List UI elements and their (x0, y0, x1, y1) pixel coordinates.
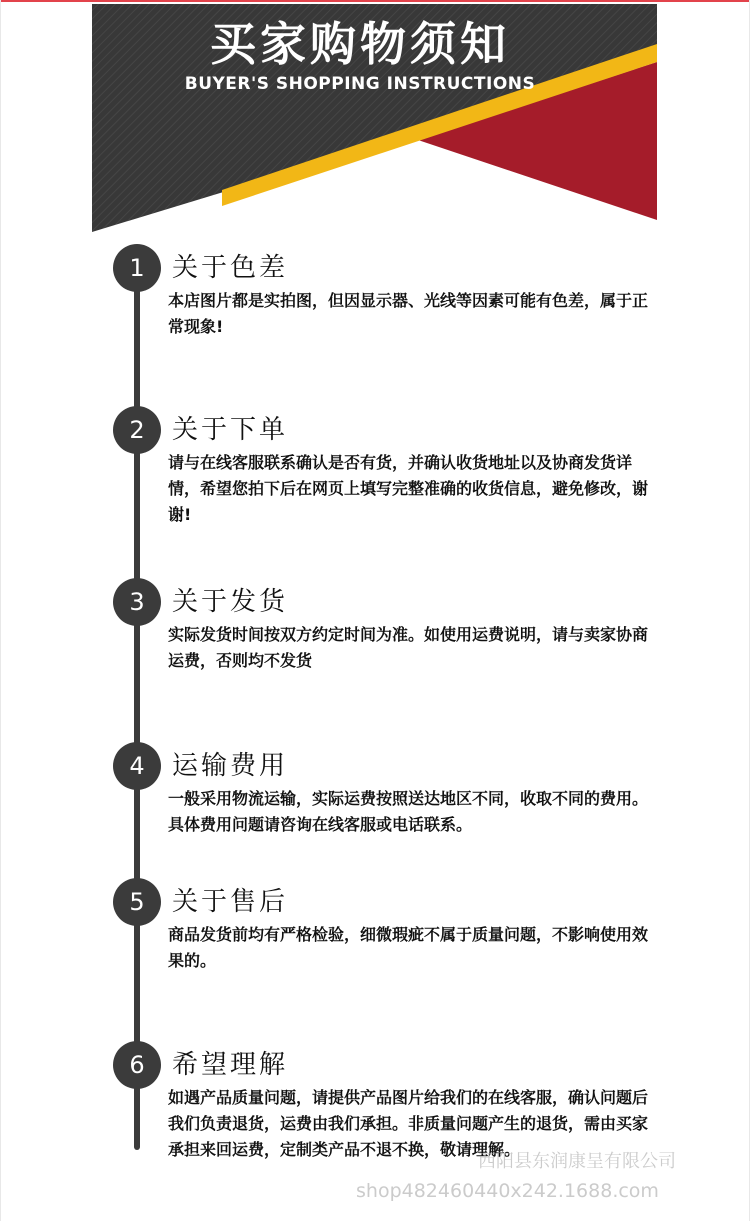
step-number-badge: 5 (113, 878, 161, 926)
step-description: 请与在线客服联系确认是否有货，并确认收货地址以及协商发货详情，希望您拍下后在网页上填写完整准确的收货信息，避免修改，谢谢! (168, 453, 649, 524)
step-description: 如遇产品质量问题，请提供产品图片给我们的在线客服，确认问题后我们负责退货，运费由我们承担。非质量问题产生的退货，需由买家承担来回运费，定制类产品不退不换，敬请理解。 (168, 1088, 649, 1159)
step-title: 希望理解 (172, 1050, 289, 1080)
timeline-line (134, 250, 140, 1150)
step-number-badge: 1 (113, 244, 161, 292)
banner-title: 买家购物须知 (210, 17, 510, 71)
watermark-shop-url: shop482460440x242.1688.com (356, 1180, 659, 1202)
step-description: 实际发货时间按双方约定时间为准。如使用运费说明，请与卖家协商运费，否则均不发货 (168, 625, 649, 670)
step-description: 商品发货前均有严格检验，细微瑕疵不属于质量问题，不影响使用效果的。 (168, 925, 649, 970)
step-title: 运输费用 (172, 751, 289, 781)
step-number-badge: 3 (113, 578, 161, 626)
header-banner (0, 0, 750, 240)
watermark-company: 西阳县东润康呈有限公司 (478, 1151, 676, 1172)
step-description: 本店图片都是实拍图，但因显示器、光线等因素可能有色差，属于正常现象! (168, 291, 649, 336)
step-number-badge: 6 (113, 1041, 161, 1089)
step-title: 关于售后 (172, 887, 289, 917)
step-title: 关于色差 (172, 253, 289, 283)
step-title: 关于发货 (172, 587, 289, 617)
step-number-badge: 2 (113, 406, 161, 454)
banner-subtitle: BUYER'S SHOPPING INSTRUCTIONS (184, 74, 536, 94)
step-description: 一般采用物流运输，实际运费按照送达地区不同，收取不同的费用。具体费用问题请咨询在线客服或电话联系。 (168, 789, 649, 834)
step-title: 关于下单 (172, 415, 289, 445)
step-number-badge: 4 (113, 742, 161, 790)
